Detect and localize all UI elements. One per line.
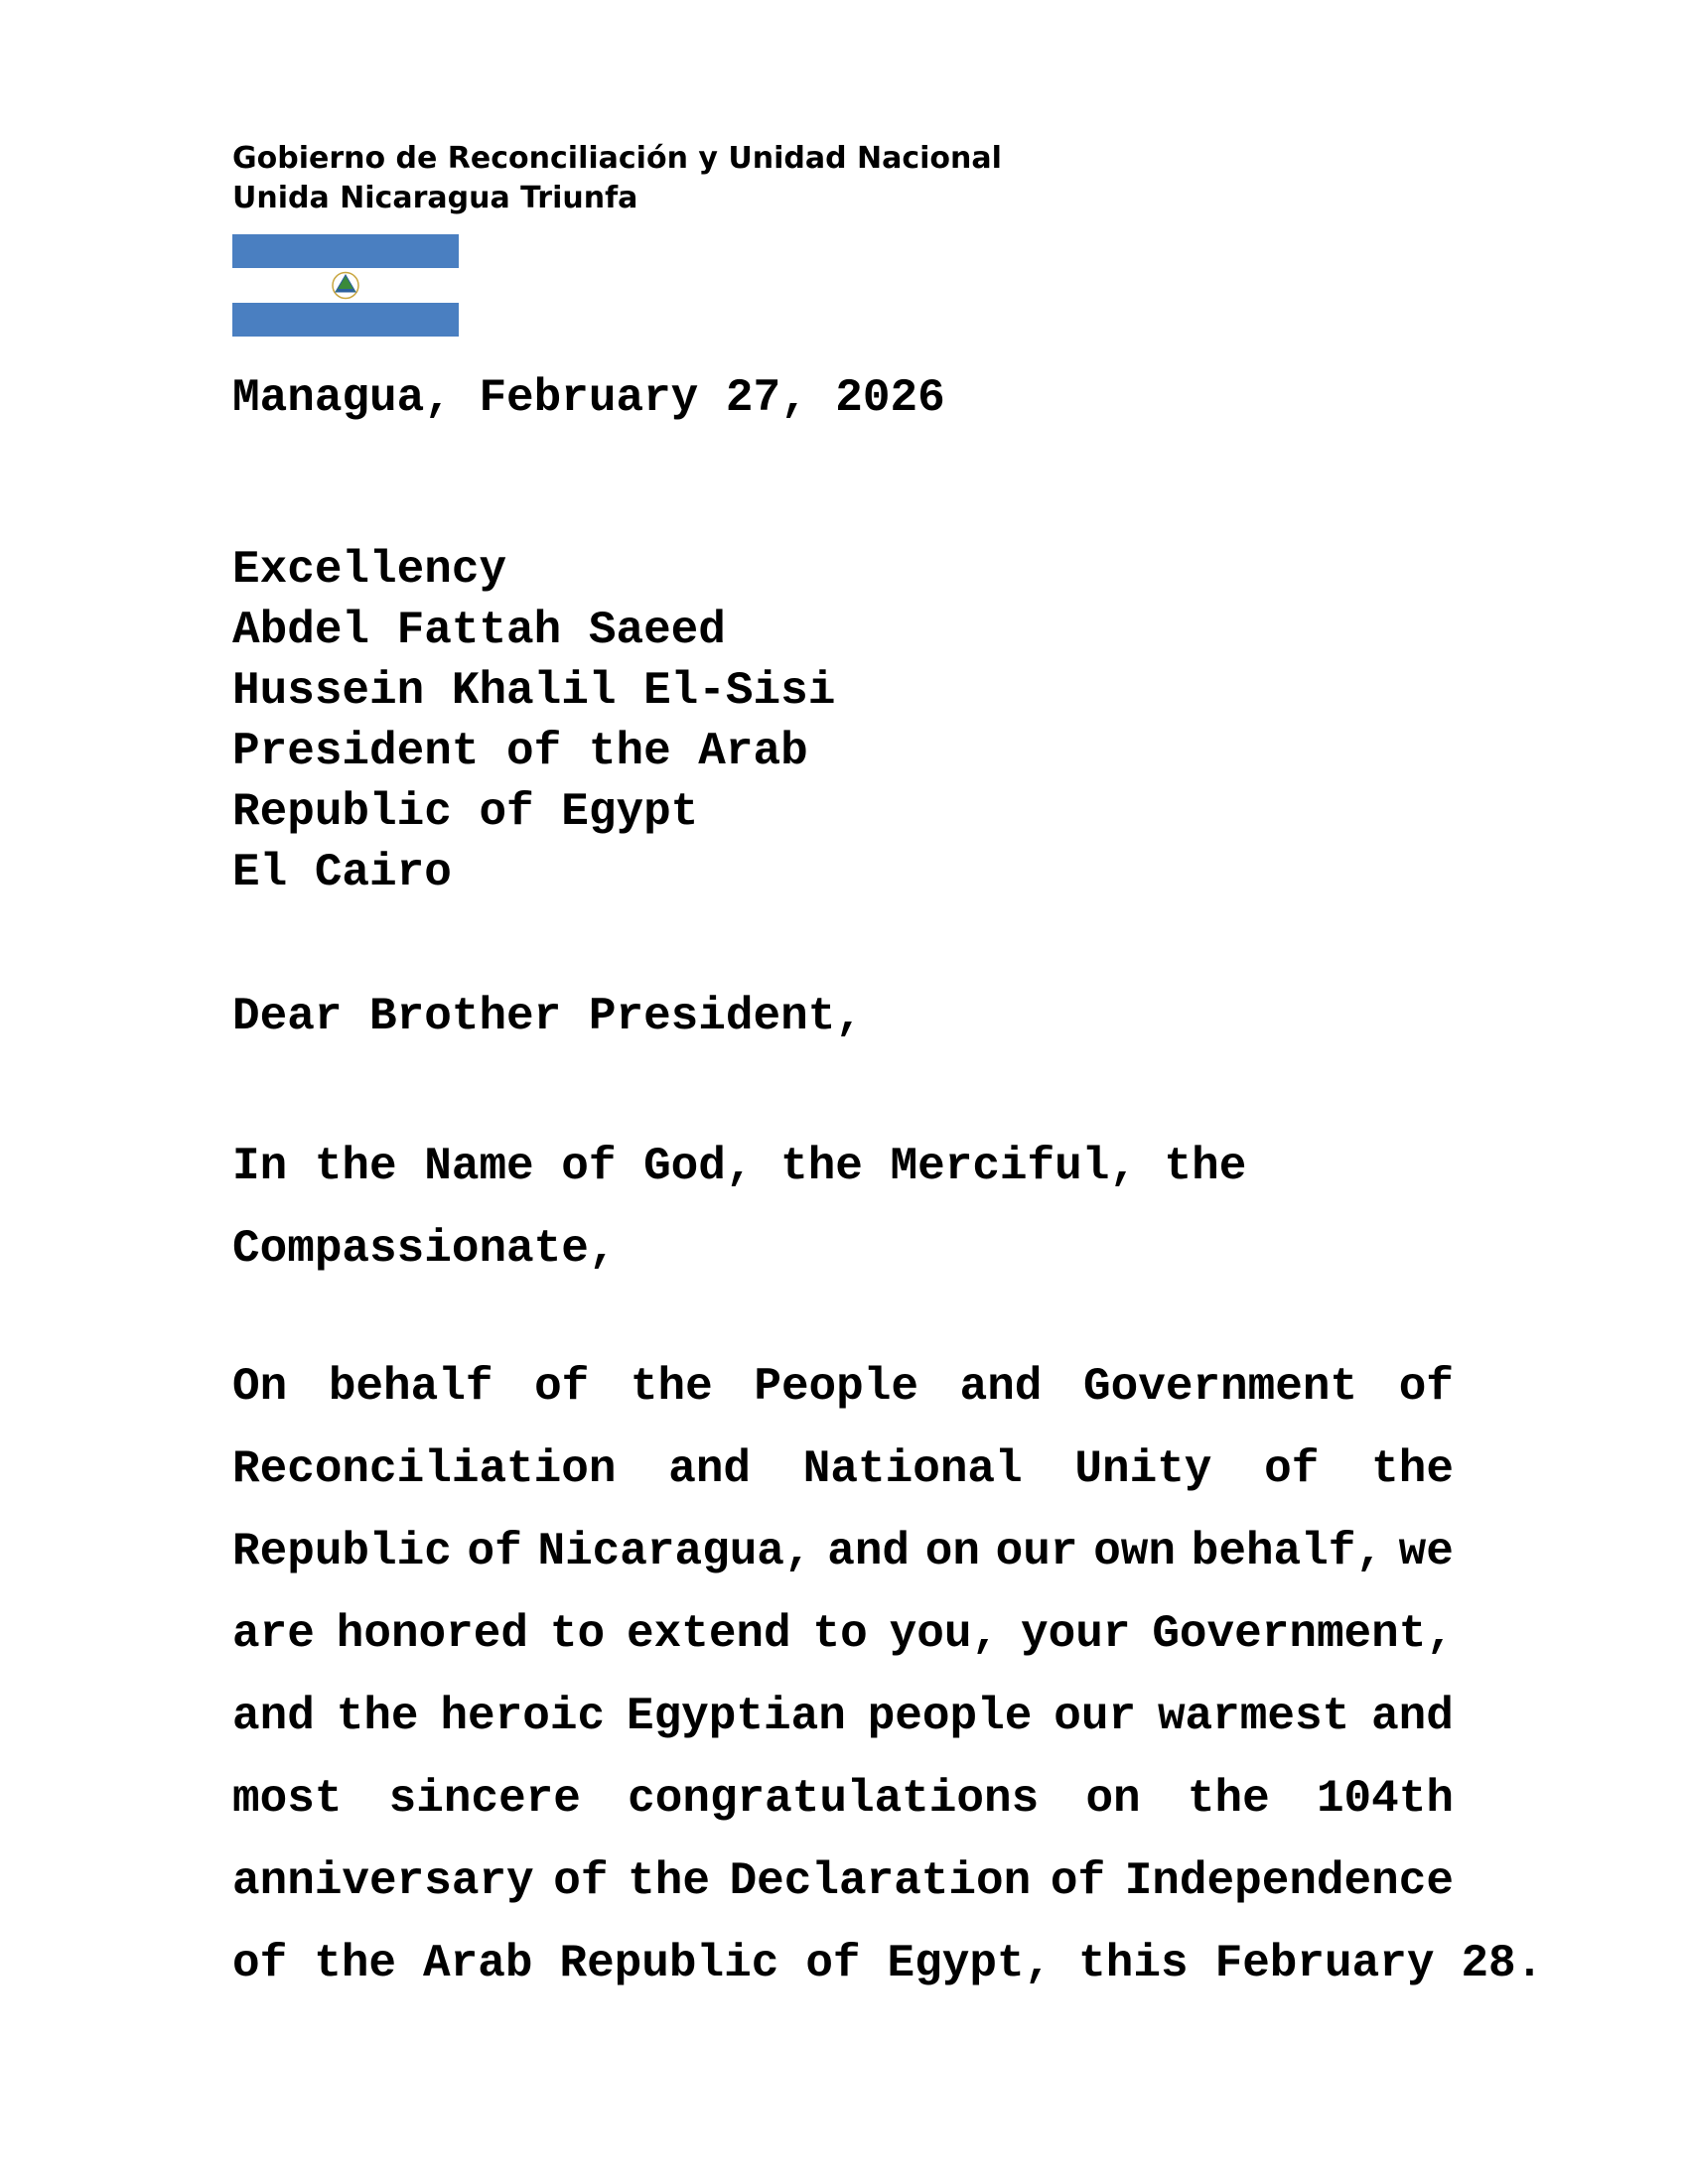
body-word: of bbox=[467, 1526, 522, 1577]
body-word: sincere bbox=[388, 1773, 581, 1825]
body-paragraph bbox=[232, 1346, 1544, 2005]
body-word: Nicaragua, bbox=[537, 1526, 812, 1577]
body-word: and bbox=[827, 1526, 911, 1577]
body-word: and bbox=[232, 1691, 315, 1742]
body-word: Government, bbox=[1152, 1608, 1454, 1660]
body-word: you, bbox=[889, 1608, 1000, 1660]
body-word: Declaration bbox=[729, 1855, 1032, 1907]
body-word: Government bbox=[1083, 1361, 1358, 1413]
body-word: the bbox=[630, 1361, 713, 1413]
addressee-line: Republic of Egypt bbox=[232, 786, 699, 838]
addressee-line: President of the Arab bbox=[232, 726, 808, 777]
body-line bbox=[232, 1593, 1454, 1676]
body-word: heroic bbox=[440, 1691, 606, 1742]
letter-date: Managua, February 27, 2026 bbox=[232, 372, 945, 424]
body-word: our bbox=[995, 1526, 1078, 1577]
body-word: of bbox=[1050, 1855, 1106, 1907]
body-word: Independence bbox=[1124, 1855, 1454, 1907]
body-word: and bbox=[959, 1361, 1043, 1413]
body-word: the bbox=[314, 1938, 397, 1989]
letterhead-government-name: Gobierno de Reconciliación y Unidad Nacional bbox=[232, 141, 1002, 176]
body-line bbox=[232, 1346, 1454, 1429]
body-word: the bbox=[336, 1691, 419, 1742]
invocation-line: In the Name of God, the Merciful, the bbox=[232, 1141, 1247, 1192]
body-word: of bbox=[805, 1938, 861, 1989]
invocation-line: Compassionate, bbox=[232, 1223, 617, 1275]
addressee-line: Abdel Fattah Saeed bbox=[232, 605, 726, 656]
nicaragua-flag-icon bbox=[232, 234, 459, 337]
body-word: people bbox=[867, 1691, 1033, 1742]
body-word: anniversary bbox=[232, 1855, 534, 1907]
invocation bbox=[232, 1126, 1454, 1291]
body-word: Arab bbox=[423, 1938, 533, 1989]
body-word: to bbox=[812, 1608, 868, 1660]
body-line bbox=[232, 1841, 1454, 1923]
letterhead bbox=[232, 139, 1325, 218]
body-line bbox=[232, 1758, 1454, 1841]
body-word: honored bbox=[336, 1608, 528, 1660]
body-word: On bbox=[232, 1361, 288, 1413]
body-word: we bbox=[1398, 1526, 1454, 1577]
body-word: of bbox=[1398, 1361, 1454, 1413]
body-line bbox=[232, 1676, 1454, 1758]
addressee-block bbox=[232, 540, 835, 903]
body-word: National bbox=[802, 1443, 1023, 1495]
body-word: our bbox=[1054, 1691, 1137, 1742]
salutation: Dear Brother President, bbox=[232, 991, 863, 1042]
body-word: this bbox=[1078, 1938, 1189, 1989]
body-word: and bbox=[668, 1443, 752, 1495]
body-word: Reconciliation bbox=[232, 1443, 617, 1495]
addressee-line: El Cairo bbox=[232, 847, 452, 898]
letterhead-slogan: Unida Nicaragua Triunfa bbox=[232, 181, 638, 215]
body-line bbox=[232, 1429, 1454, 1511]
body-word: Egyptian bbox=[626, 1691, 846, 1742]
body-word: own bbox=[1093, 1526, 1177, 1577]
body-word: Republic bbox=[232, 1526, 452, 1577]
body-word: on bbox=[1085, 1773, 1141, 1825]
body-word: February bbox=[1214, 1938, 1435, 1989]
body-line bbox=[232, 1511, 1454, 1593]
body-word: Unity bbox=[1074, 1443, 1212, 1495]
body-word: congratulations bbox=[628, 1773, 1040, 1825]
body-word: People bbox=[754, 1361, 918, 1413]
body-word: to bbox=[549, 1608, 606, 1660]
body-word: of bbox=[553, 1855, 609, 1907]
body-word: 28. bbox=[1461, 1938, 1544, 1989]
body-word: the bbox=[1187, 1773, 1270, 1825]
body-word: on bbox=[924, 1526, 980, 1577]
body-word: Republic bbox=[559, 1938, 779, 1989]
body-word: 104th bbox=[1316, 1773, 1454, 1825]
body-word: are bbox=[232, 1608, 315, 1660]
body-word: behalf, bbox=[1191, 1526, 1383, 1577]
body-word: behalf bbox=[328, 1361, 493, 1413]
body-word: of bbox=[1264, 1443, 1320, 1495]
body-word: the bbox=[628, 1855, 710, 1907]
body-line bbox=[232, 1923, 1544, 2005]
body-word: of bbox=[534, 1361, 590, 1413]
body-word: warmest bbox=[1157, 1691, 1350, 1742]
body-word: of bbox=[232, 1938, 288, 1989]
body-word: most bbox=[232, 1773, 343, 1825]
addressee-line: Hussein Khalil El-Sisi bbox=[232, 665, 836, 717]
body-word: Egypt, bbox=[887, 1938, 1053, 1989]
body-word: the bbox=[1371, 1443, 1454, 1495]
addressee-line: Excellency bbox=[232, 544, 507, 596]
body-word: and bbox=[1371, 1691, 1454, 1742]
body-word: extend bbox=[627, 1608, 791, 1660]
body-word: your bbox=[1021, 1608, 1131, 1660]
